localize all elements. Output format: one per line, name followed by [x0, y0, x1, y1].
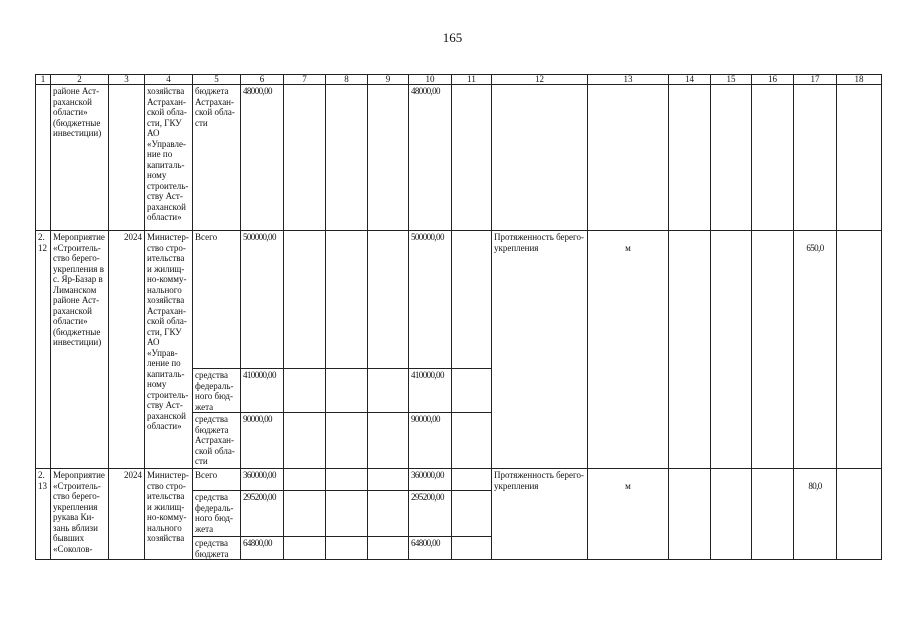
table-row — [36, 469, 882, 491]
header-cell: 1 — [36, 75, 51, 85]
cell-empty — [837, 469, 882, 560]
cell-year: 2024 — [109, 231, 145, 469]
cell-amount: 410000,00 — [409, 369, 452, 413]
cell-funding-source: Всего — [193, 231, 241, 369]
cell-indicator: Протяженность берего-укрепления — [492, 231, 588, 469]
cell-empty — [368, 369, 409, 413]
cell-amount: 295200,00 — [241, 491, 284, 537]
budget-table — [35, 74, 882, 560]
header-cell: 17 — [794, 75, 837, 85]
cell-measure-name: Мероприятие «Строитель-ство берего-укрепления в с. Яр-Базар в Лиманском районе Аст-раханской области» (бюджетные инвестиции) — [51, 231, 109, 469]
cell-measure-name: Мероприятие «Строитель-ство берего-укрепления рукава Ки-зань вблизи бывших «Соколов- — [51, 469, 109, 560]
cell-amount: 295200,00 — [409, 491, 452, 537]
cell-empty — [669, 231, 711, 469]
cell-amount: 500000,00 — [241, 231, 284, 369]
cell-amount: 48000,00 — [409, 85, 452, 231]
cell-empty — [711, 231, 752, 469]
cell-empty — [669, 85, 711, 231]
cell-empty — [284, 369, 326, 413]
header-cell: 7 — [284, 75, 326, 85]
cell-empty — [284, 469, 326, 491]
header-cell: 4 — [145, 75, 193, 85]
cell-empty — [711, 85, 752, 231]
cell-empty — [752, 469, 794, 560]
cell-funding-source: средства бюджета — [193, 537, 241, 560]
header-cell: 10 — [409, 75, 452, 85]
header-cell: 15 — [711, 75, 752, 85]
cell-empty — [837, 85, 882, 231]
cell-amount: 64800,00 — [241, 537, 284, 560]
cell-amount: 64800,00 — [409, 537, 452, 560]
cell-empty — [837, 231, 882, 469]
cell-empty — [752, 85, 794, 231]
table-row — [36, 85, 882, 231]
cell-empty — [284, 537, 326, 560]
cell-empty — [284, 491, 326, 537]
header-cell: 13 — [588, 75, 669, 85]
cell-empty — [452, 413, 492, 469]
cell-amount: 360000,00 — [241, 469, 284, 491]
cell-empty — [109, 85, 145, 231]
page-number: 165 — [442, 30, 463, 45]
cell-funding-source: бюджета Астрахан-ской обла-сти — [193, 85, 241, 231]
cell-indicator: Протяженность берего-укрепления — [492, 469, 588, 560]
cell-empty — [326, 85, 368, 231]
cell-empty — [368, 469, 409, 491]
cell-empty — [492, 85, 588, 231]
cell-unit: м — [588, 231, 669, 469]
cell-empty — [368, 537, 409, 560]
cell-empty — [452, 85, 492, 231]
cell-empty — [452, 491, 492, 537]
cell-empty — [752, 231, 794, 469]
cell-executor: хозяйства Астрахан-ской обла-сти, ГКУ АО «Управле-ние по капиталь-ному строитель-ству Аст-раханской области» — [145, 85, 193, 231]
cell-empty — [326, 369, 368, 413]
header-cell: 14 — [669, 75, 711, 85]
header-cell: 5 — [193, 75, 241, 85]
cell-measure-name: районе Аст-раханской области» (бюджетные инвестиции) — [51, 85, 109, 231]
cell-empty — [794, 85, 837, 231]
cell-empty — [284, 413, 326, 469]
cell-year: 2024 — [109, 469, 145, 560]
cell-funding-source: средства бюджета Астрахан-ской обла-сти — [193, 413, 241, 469]
header-cell: 9 — [368, 75, 409, 85]
header-row — [36, 75, 882, 85]
cell-empty — [452, 231, 492, 369]
cell-row-number: 2.12 — [36, 231, 51, 469]
cell-empty — [711, 469, 752, 560]
cell-amount: 90000,00 — [241, 413, 284, 469]
cell-executor: Министер-ство стро-ительства и жилищ-но-комму-нального хозяйства — [145, 469, 193, 560]
cell-unit: м — [588, 469, 669, 560]
cell-empty — [326, 469, 368, 491]
table-row — [36, 231, 882, 369]
header-cell: 18 — [837, 75, 882, 85]
cell-target-value: 80,0 — [794, 469, 837, 560]
cell-target-value: 650,0 — [794, 231, 837, 469]
header-cell: 3 — [109, 75, 145, 85]
header-cell: 11 — [452, 75, 492, 85]
header-cell: 16 — [752, 75, 794, 85]
cell-empty — [284, 85, 326, 231]
cell-row-number: 2.13 — [36, 469, 51, 560]
header-cell: 12 — [492, 75, 588, 85]
cell-empty — [368, 413, 409, 469]
header-cell: 8 — [326, 75, 368, 85]
cell-empty — [326, 413, 368, 469]
cell-empty — [284, 231, 326, 369]
cell-funding-source: средства федераль-ного бюд-жета — [193, 491, 241, 537]
cell-amount: 410000,00 — [241, 369, 284, 413]
cell-empty — [368, 491, 409, 537]
cell-empty — [452, 537, 492, 560]
cell-amount: 360000,00 — [409, 469, 452, 491]
cell-empty — [588, 85, 669, 231]
cell-empty — [36, 85, 51, 231]
cell-amount: 90000,00 — [409, 413, 452, 469]
cell-empty — [368, 231, 409, 369]
cell-empty — [326, 537, 368, 560]
cell-empty — [326, 491, 368, 537]
cell-amount: 48000,00 — [241, 85, 284, 231]
cell-empty — [452, 469, 492, 491]
cell-funding-source: Всего — [193, 469, 241, 491]
cell-empty — [669, 469, 711, 560]
cell-funding-source: средства федераль-ного бюд-жета — [193, 369, 241, 413]
cell-executor: Министер-ство стро-ительства и жилищ-но-комму-нального хозяйства Астрахан-ской обла-сти, ГКУ АО «Управ-ление по капиталь-ному строитель-ству Аст-раханской области» — [145, 231, 193, 469]
header-cell: 6 — [241, 75, 284, 85]
header-cell: 2 — [51, 75, 109, 85]
cell-empty — [452, 369, 492, 413]
cell-empty — [368, 85, 409, 231]
cell-empty — [326, 231, 368, 369]
cell-amount: 500000,00 — [409, 231, 452, 369]
